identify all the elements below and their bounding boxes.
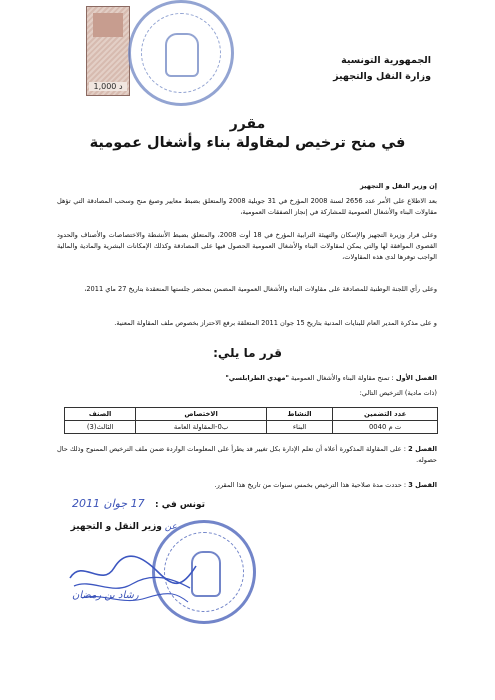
signature-name: رشاد بن رمضان [72, 590, 139, 601]
signatory-prefix: عن [164, 522, 177, 532]
cell-activity: البناء [266, 421, 332, 434]
table-row [65, 421, 438, 434]
cell-specialty: ب0-المقاولة العامة [136, 421, 267, 434]
article-1-text: : تمنح مقاولة البناء والأشغال العمومية [291, 374, 394, 382]
decision-heading: قرر ما يلي: [213, 346, 282, 360]
permit-table [64, 407, 438, 434]
article-1 [57, 373, 437, 384]
header-ministry: وزارة النقل والتجهيز [333, 71, 431, 82]
signatory-title: وزير النقل و التجهيز [70, 522, 162, 532]
paragraph-committee-opinion: وعلى رأي اللجنة الوطنية للمصادقة على مقاولات البناء والأشغال العمومية المضمن بمحضر جلستها المنعقدة بتاريخ 27 ماي 2011، [84, 285, 437, 293]
article-3-text: : حددت مدة صلاحية هذا الترخيص بخمس سنوات من تاريخ هذا المقرر. [214, 481, 407, 489]
company-name: "مهدي الطرابلسي" [225, 374, 289, 382]
article-2-label: الفصل 2 [408, 445, 437, 453]
article-1-label: الفصل الأول [395, 374, 437, 382]
cell-inclusion-number: ت م 0040 [333, 421, 438, 434]
header-republic: الجمهورية التونسية [341, 55, 431, 66]
stamp-band [93, 13, 123, 37]
col-activity: النشاط [266, 408, 332, 421]
article-3 [57, 480, 437, 491]
article-3-label: الفصل 3 [408, 481, 437, 489]
intro-line: إن وزير النقل و التجهيز [359, 182, 437, 190]
handwritten-date: 17 جوان 2011 [72, 497, 145, 510]
signatory-line [71, 522, 177, 532]
stamp-value: 1,000 د [89, 82, 127, 91]
table-header-row [65, 408, 438, 421]
decision-title: مقرر [229, 116, 266, 132]
article-1-sub: (ذات مادية) الترخيص التالي: [359, 389, 437, 397]
decision-subject: في منح ترخيص لمقاولة بناء وأشغال عمومية [89, 135, 406, 151]
article-2 [57, 444, 437, 466]
ministry-seal-icon [128, 0, 234, 106]
place-label: تونس في : [155, 500, 205, 510]
paragraph-ministerial-order: وعلى قرار وزيرة التجهيز والإسكان والتهيئة الترابية المؤرخ في 18 أوت 2008، والمتعلق بضبط الأنشطة والاختصاصات والأصناف والحدود القصوى الموافقة لها والتي يمكن لمقاولات البناء والأشغال العمومية الحصول فيها على المصادقة وكذلك الإمكانات البشرية والمادية والمالية الواجب توفرها لدى هذه المقاولات، [57, 231, 437, 261]
paragraph-decree: بعد الاطلاع على الأمر عدد 2656 لسنة 2008 المؤرخ في 31 جويلية 2008 والمتعلق بضبط معايير وصيغ منح وسحب المصادقة التي تؤهل مقاولات البناء والأشغال العمومية للمشاركة في إنجاز الصفقات العمومية، [57, 197, 437, 216]
article-2-text: : على المقاولة المذكورة أعلاه أن تعلم الإدارة بكل تغيير قد يطرأ على المعلومات الواردة ضمن ملف الترخيص الممنوح وذلك حال حصوله. [57, 445, 437, 464]
col-specialty: الاختصاص [136, 408, 267, 421]
handwritten-signature-icon [62, 548, 202, 618]
cell-category: الثالث(3) [65, 421, 136, 434]
col-inclusion-number: عدد التضمين [333, 408, 438, 421]
col-category: الصنف [65, 408, 136, 421]
fiscal-stamp [86, 6, 130, 96]
paragraph-director-memo: و على مذكرة المدير العام للبنايات المدنية بتاريخ 15 جوان 2011 المتعلقة برفع الاحتراز بخصوص ملف المقاولة المعنية. [114, 319, 437, 327]
